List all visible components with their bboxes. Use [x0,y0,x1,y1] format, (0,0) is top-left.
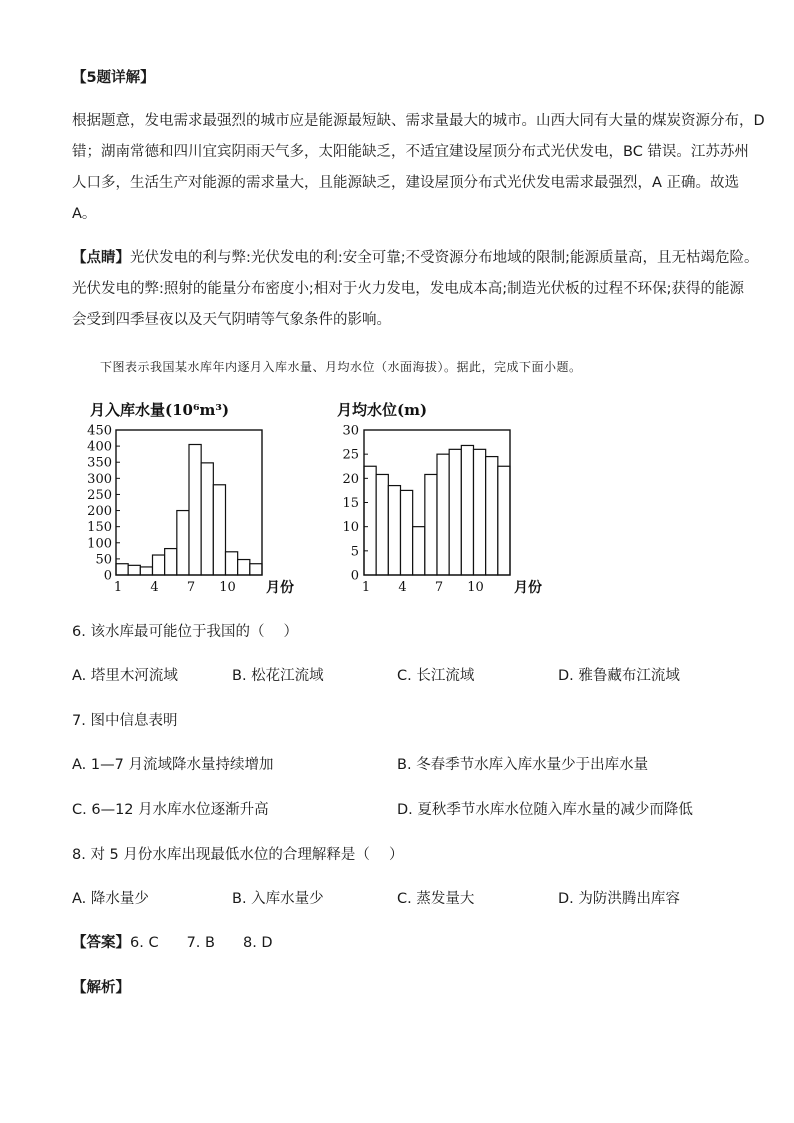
answer-tag: 【答案】 [72,935,130,951]
section5-line: 错；湖南常德和四川宜宾阴雨天气多，太阳能缺乏，不适宜建设屋顶分布式光伏发电，BC 错误。江苏苏州 [72,144,749,160]
answer-line [72,933,273,953]
chart-bar [498,466,510,575]
chart-bar [153,555,165,575]
y-tick-label: 10 [342,520,359,536]
chart-bar [238,560,250,575]
chart-bar [486,457,498,575]
dianjing-tag: 【点睛】 [72,250,130,266]
x-tick-label: 4 [150,580,159,595]
y-tick-label: 300 [87,471,112,487]
chart-bar [201,463,213,575]
chart-bar [189,445,201,576]
charts-figure [60,395,560,610]
y-tick-label: 25 [342,447,359,463]
question-7-stem: 7. 图中信息表明 [72,713,178,729]
x-tick-label: 7 [186,580,196,595]
chart-intro: 下图表示我国某水库年内逐月入库水量、月均水位（水面海拔）。据此，完成下面小题。 [100,360,582,374]
y-tick-label: 0 [350,568,359,584]
chart-bar [250,564,262,575]
dianjing-line: 光伏发电的利与弊:光伏发电的利:安全可靠;不受资源分布地域的限制;能源质量高，且无枯竭危险。 [130,250,759,266]
x-tick-label: 7 [434,580,444,595]
inflow-chart [87,401,294,596]
x-tick-label: 10 [219,580,236,595]
chart-bar [177,511,189,575]
y-tick-label: 20 [342,471,359,487]
question-7-option-c: C. 6—12 月水库水位逐渐升高 [72,802,269,818]
question-8-option-c: C. 蒸发量大 [397,891,475,907]
section5-line: 人口多，生活生产对能源的需求量大，且能源缺乏，建设屋顶分布式光伏发电需求最强烈，A 正确。故选 [72,175,740,191]
question-7-option-b: B. 冬春季节水库入库水量少于出库水量 [397,757,649,773]
question-8-option-b: B. 入库水量少 [232,891,324,907]
question-6-option-c: C. 长江流域 [397,668,475,684]
section5-line: 根据题意，发电需求最强烈的城市应是能源最短缺、需求量最大的城市。山西大同有大量的煤炭资源分布，D [72,113,765,129]
x-axis-label: 月份 [514,580,542,596]
y-tick-label: 350 [87,455,112,471]
question-8-stem: 8. 对 5 月份水库出现最低水位的合理解释是（ ） [72,847,404,863]
question-6-option-b: B. 松花江流域 [232,668,324,684]
y-tick-label: 200 [87,504,112,520]
chart-bar [128,565,140,575]
x-tick-label: 4 [398,580,407,595]
chart-bar [413,527,425,575]
dianjing-block [72,243,759,336]
y-tick-label: 250 [87,487,112,503]
y-tick-label: 0 [103,568,112,584]
y-tick-label: 400 [87,439,112,455]
x-tick-label: 10 [467,580,484,595]
chart-bar [449,449,461,575]
chart-bar [376,474,388,575]
analysis-tag: 【解析】 [72,980,130,996]
section5-body [72,106,765,230]
dianjing-line: 会受到四季昼夜以及天气阴晴等气象条件的影响。 [72,312,391,328]
dianjing-line: 光伏发电的弊:照射的能量分布密度小;相对于火力发电，发电成本高;制造光伏板的过程不环保;获得的能源 [72,281,745,297]
question-7-option-d: D. 夏秋季节水库水位随入库水量的减少而降低 [397,802,693,818]
y-tick-label: 100 [87,536,112,552]
chart-title: 月均水位(m) [337,401,428,419]
y-tick-label: 150 [87,520,112,536]
chart-bar [226,552,238,575]
chart-bar [401,490,413,575]
question-6-option-a: A. 塔里木河流域 [72,668,178,684]
chart-bar [437,454,449,575]
y-tick-label: 5 [350,544,359,560]
chart-bar [140,567,152,575]
x-axis-label: 月份 [266,580,294,596]
water-level-chart [337,401,542,596]
chart-bar [425,474,437,575]
chart-bar [165,549,177,575]
chart-bar [364,466,376,575]
section5-line: A。 [72,206,97,222]
y-tick-label: 50 [95,552,112,568]
x-tick-label: 1 [361,580,371,595]
y-tick-label: 30 [342,423,359,439]
section5-title: 【5题详解】 [72,70,155,86]
answer-item: 8. D [242,935,273,951]
x-tick-label: 1 [113,580,123,595]
y-tick-label: 15 [342,496,359,511]
chart-bar [213,485,225,575]
y-tick-label: 450 [87,423,112,439]
chart-bar [461,445,473,575]
question-6-stem: 6. 该水库最可能位于我国的（ ） [72,624,299,640]
chart-title: 月入库水量(10⁶m³) [90,401,230,419]
question-7-option-a: A. 1—7 月流域降水量持续增加 [72,757,274,773]
chart-bar [474,449,486,575]
question-8-option-d: D. 为防洪腾出库容 [558,891,680,907]
chart-bar [388,486,400,575]
answer-item: 6. C [130,935,159,951]
answer-item: 7. B [186,935,215,951]
question-6-option-d: D. 雅鲁藏布江流域 [558,668,680,684]
question-8-option-a: A. 降水量少 [72,891,149,907]
chart-bar [116,564,128,575]
